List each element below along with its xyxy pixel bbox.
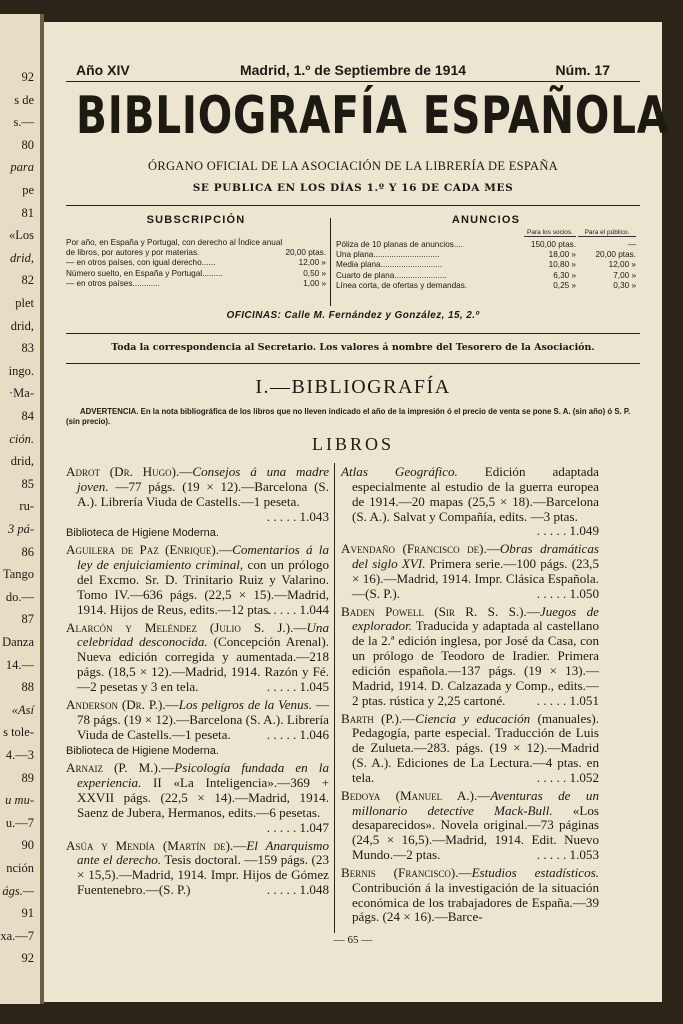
entry-details: —77 págs. (19 × 12).—Barcelona (S. A.). Librería Viuda de Castells.—1 peseta. <box>77 478 329 509</box>
facing-page-fragment: 90 <box>21 838 34 853</box>
entry-work-title: El Anarquismo ante el derecho. <box>77 837 329 868</box>
facing-page-fragment: s tole- <box>3 725 34 740</box>
facing-page-fragment: xa.—7 <box>0 928 34 943</box>
ads-label: Póliza de 10 planas de anuncios.... <box>336 240 463 249</box>
subscription-label: Número suelto, en España y Portugal......... <box>66 268 223 278</box>
rule-top <box>66 205 640 206</box>
facing-page-fragment: pe <box>22 183 34 197</box>
bibliography-entry <box>66 621 329 695</box>
entry-author: Baden Powell (Sir R. S. S.).— <box>341 603 540 619</box>
facing-page-fragment: u.—7 <box>5 815 34 830</box>
entry-details: Primera serie.—100 págs. (23,5 × 16).—Madrid, 1914. Impr. Clásica Española.—(S. P.). <box>352 556 599 601</box>
facing-page-fragment: 89 <box>21 770 34 785</box>
entry-author: Asúa y Mendía (Martín de).— <box>66 837 247 853</box>
ads-row <box>336 240 636 250</box>
left-column <box>66 465 329 901</box>
facing-page-fragment: ágs.— <box>2 883 34 898</box>
publication-note: SE PUBLICA EN LOS DÍAS 1.º Y 16 DE CADA MES <box>192 182 514 194</box>
entry-number: . . . . . 1.049 <box>536 523 599 539</box>
ads-public-price: 0,30 » <box>613 280 636 290</box>
entry-number: . . . . . 1.045 <box>266 678 329 694</box>
entry-details: con un prólogo del Excmo. Sr. D. Trinitario Ruiz y Valarino. Tomo IV.—636 págs. (22,5 × 15).—Madrid, 1914. Hijos de Reus, edits.—12 ptas. <box>77 557 329 617</box>
entry-work-title: Atlas Geográfico. <box>341 464 458 479</box>
entry-work-title: Aventuras de un millonario detective Mack-Bull. <box>352 787 600 818</box>
subscription-row <box>66 279 326 289</box>
facing-page-fragment: 82 <box>21 273 34 288</box>
ads-block <box>336 214 636 291</box>
ads-row <box>336 271 636 281</box>
ads-public-price: — <box>627 240 636 249</box>
journal-page <box>44 22 669 1002</box>
ads-label: Una plana............................. <box>336 250 440 260</box>
ads-members-header: Para los socios. <box>524 229 576 237</box>
bibliography-entry <box>341 465 599 539</box>
entry-author: Bernis (Francisco).— <box>341 864 472 880</box>
issue-year: Año XIV <box>76 62 130 78</box>
facing-page-fragment: Danza <box>2 635 34 649</box>
entry-author: Alarcón y Meléndez (Julio S. J.).— <box>66 619 307 635</box>
entry-details: (manuales). Pedagogía, parte especial. Traducción de Luis de Zulueta.—283. págs. (19 × 12).—Madrid (S. A.). Ediciones de La Lectura.—4 ptas. en tela. <box>352 710 599 785</box>
ads-label: Línea corta, de ofertas y demandas. <box>336 280 468 290</box>
entry-work-title: Psicología fundada en la experiencia. <box>77 760 329 791</box>
facing-page-fragment: 85 <box>21 476 34 491</box>
entry-details: II «La Inteligencia».—369 + XXVII págs. (22,5 × 14).—Madrid, 1914. Saenz de Jubera, Hermanos, edits.—6 pesetas. <box>77 775 329 820</box>
bibliography-entry <box>66 761 329 835</box>
facing-page-fragment: 92 <box>21 951 34 966</box>
entry-work-title: Ciencia y educación <box>415 710 531 726</box>
subscription-block <box>66 214 326 289</box>
entry-author: Bedoya (Manuel A.).— <box>341 787 491 803</box>
facing-page-fragment: «Los <box>9 228 34 243</box>
entry-number: . . . . . 1.048 <box>266 882 329 898</box>
issue-date: Madrid, 1.º de Septiembre de 1914 <box>239 62 467 78</box>
subscription-row <box>66 248 326 258</box>
ads-label: Media plana........................... <box>336 260 443 270</box>
header-rule <box>66 81 640 82</box>
facing-page-fragment: 83 <box>21 341 34 356</box>
section-title: I.—BIBLIOGRAFÍA <box>255 376 451 398</box>
entry-details: «Los desaparecidos». Novela original.—73 páginas (24,5 × 16,5).—Madrid, 1914. Edit. Nuevo Mundo.—2 ptas. <box>352 802 599 863</box>
ads-members-price: 6,30 » <box>553 270 576 280</box>
facing-page-fragment: u mu- <box>5 793 34 808</box>
ads-heading: ANUNCIOS <box>451 214 521 226</box>
libros-heading: LIBROS <box>311 434 394 454</box>
entry-series-note: Biblioteca de Higiene Moderna. <box>66 527 219 540</box>
bibliography-entry <box>66 465 329 524</box>
subscription-price: 12,00 » <box>298 258 326 268</box>
entry-work-title: Comentarios á la ley de enjuiciamiento criminal, <box>77 542 329 573</box>
entry-details: Edición adaptada especialmente al estudio de la guerra europea de 1914.—20 mapas (25,5 × 18).—Barcelona (S. A.). Salvat y Compañía, edits. —3 ptas. <box>352 464 599 524</box>
bibliography-entry <box>66 543 329 617</box>
entry-number: . . . . . 1.051 <box>536 692 599 708</box>
entry-work-title: Una celebridad desconocida. <box>77 619 329 650</box>
ads-label: Cuarto de plana....................... <box>336 270 447 280</box>
subscription-label: — en otros países............ <box>66 278 160 288</box>
bibliography-entry <box>341 542 599 601</box>
entry-work-title: Consejos á una madre joven. <box>77 464 329 494</box>
facing-page-fragment: plet <box>15 296 34 310</box>
facing-page-fragment: ·Ma- <box>9 386 34 401</box>
facing-page-fragment: s.— <box>13 115 34 130</box>
bibliography-entry <box>341 605 599 709</box>
bibliography-entry <box>66 698 329 743</box>
rule-mid <box>66 333 640 334</box>
ads-members-price: 18,00 » <box>548 250 576 260</box>
facing-page-fragment: 3 pá- <box>7 522 34 536</box>
facing-page-fragment: ción. <box>9 431 34 446</box>
ads-public-header: Para el público. <box>578 229 636 237</box>
entry-author: Avendaño (Francisco de).— <box>341 541 500 557</box>
facing-page-fragment: para <box>10 160 34 175</box>
page-number: — 65 — <box>333 934 373 946</box>
entry-author: Anderson (Dr. P.).— <box>66 696 179 712</box>
journal-title: BIBLIOGRAFÍA ESPAÑOLA <box>76 86 669 146</box>
entry-number: . . . . . 1.043 <box>266 508 329 524</box>
bibliography-entry <box>341 712 599 786</box>
entry-number: . . . . . 1.050 <box>536 585 599 601</box>
entry-author: Arnaiz (P. M.).— <box>66 760 175 776</box>
facing-page-fragment: Tango <box>2 567 34 582</box>
ads-members-price: 150,00 ptas. <box>530 240 576 249</box>
entry-number: . . . . . 1.053 <box>536 847 599 863</box>
ads-members-price: 0,25 » <box>553 280 576 290</box>
journal-subtitle: ÓRGANO OFICIAL DE LA ASOCIACIÓN DE LA LIBRERÍA DE ESPAÑA <box>148 159 558 173</box>
subscription-price: 20,00 ptas. <box>285 248 326 258</box>
issue-number: Núm. 17 <box>555 62 610 78</box>
ads-row <box>336 250 636 260</box>
facing-page-fragment: drid, <box>10 318 34 333</box>
entry-work-title: Juegos de explorador. <box>352 603 599 634</box>
facing-page-fragment: ru- <box>19 499 34 514</box>
entry-work-title: Obras dramáticas del siglo XVI. <box>352 541 600 572</box>
facing-page-fragment: do.— <box>5 589 34 604</box>
ads-row <box>336 281 636 291</box>
facing-page-fragment: 14.— <box>5 657 34 672</box>
facing-page-fragment: 86 <box>21 544 34 559</box>
advertencia-note: ADVERTENCIA. En la nota bibliográfica de los libros que no lleven indicado el año de la impresión ó el precio de venta se pone S. A. (sin año) ó S. P. (sin precio). <box>66 407 631 426</box>
entry-details: (Concepción Arenal). Nueva edición corregida y aumentada.—218 págs. (18,5 × 12).—Madrid, 1914. Razón y Fé.—2 pesetas y 3 en tela. <box>77 634 329 694</box>
correspondence-note: Toda la correspondencia al Secretario. Los valores á nombre del Tesorero de la Asociación. <box>111 342 595 353</box>
entry-series-note: Biblioteca de Higiene Moderna. <box>66 745 219 758</box>
entry-details: —78 págs. (19 × 12).—Barcelona (S. A.). Librería Viuda de Castells.—1 peseta. <box>77 696 329 742</box>
facing-page-fragment: 81 <box>21 205 34 220</box>
entry-details: Contribución á la investigación de la situación económica de los trabajadores de España.—39 págs. (24 × 16).—Barce- <box>352 879 599 925</box>
entry-number: . . . . . 1.046 <box>266 726 329 742</box>
facing-page-fragment: drid, <box>10 454 34 469</box>
facing-page-fragment: 87 <box>21 612 34 627</box>
entry-author: Aguilera de Paz (Enrique).— <box>66 542 233 558</box>
subscription-label: de libros, por autores y por materias. <box>66 248 200 258</box>
facing-page-fragment: drid, <box>10 250 34 265</box>
entry-work-title: Estudios estadísticos. <box>471 864 599 880</box>
rule-bottom <box>66 363 640 364</box>
ads-row <box>336 260 636 270</box>
facing-page-fragment: 80 <box>21 137 34 152</box>
subscription-price: 0,50 » <box>303 268 326 278</box>
facing-page-fragment: ingo. <box>8 363 34 378</box>
subscription-row <box>66 258 326 268</box>
facing-page-fragment: 92 <box>21 70 34 84</box>
bibliography-entry <box>341 789 599 863</box>
subscription-heading: SUBSCRIPCIÓN <box>146 214 246 226</box>
facing-page-fragment: 4.—3 <box>5 748 34 762</box>
bibliography-entry <box>341 866 599 925</box>
entry-work-title: Los peligros de la Venus. <box>178 696 312 712</box>
facing-page-fragment: «Así <box>11 702 34 717</box>
entry-number: . . . . . 1.052 <box>536 769 599 785</box>
facing-page-fragment: 88 <box>21 680 34 695</box>
subscription-price: 1,00 » <box>303 278 326 288</box>
facing-page-fragment: s de <box>14 92 34 107</box>
subscription-label: Por año, en España y Portugal, con derecho al Índice anual <box>66 238 283 247</box>
entry-number: . . . . . 1.044 <box>266 601 329 617</box>
ads-public-price: 7,00 » <box>613 270 636 280</box>
subscription-row <box>66 238 326 248</box>
subscription-row <box>66 269 326 279</box>
column-divider <box>334 463 335 933</box>
entry-author: Adrot (Dr. Hugo).— <box>66 464 193 479</box>
bibliography-entry <box>66 839 329 898</box>
offices-address: OFICINAS: Calle M. Fernández y González, 15, 2.º <box>226 310 480 321</box>
facing-page-fragment: nción <box>6 861 34 875</box>
entry-author: Barth (P.).— <box>341 710 416 726</box>
facing-page-fragment: 91 <box>21 906 34 921</box>
ads-public-price: 20,00 ptas. <box>595 250 636 260</box>
entry-number: . . . . . 1.047 <box>266 819 329 835</box>
block-divider <box>330 218 331 306</box>
ads-public-price: 12,00 » <box>608 260 636 270</box>
subscription-label: — en otros países, con igual derecho...... <box>66 258 216 268</box>
facing-page-fragment: 84 <box>21 409 34 423</box>
ads-members-price: 10,80 » <box>548 260 576 270</box>
right-column <box>341 465 599 928</box>
entry-details: Tesis doctoral. —159 págs. (23 × 15,5).—Madrid, 1914. Impr. Hijos de Gómez Fuentenebro.—(S. P.) <box>77 852 329 898</box>
facing-page-edge <box>0 14 42 1004</box>
entry-details: Traducida y adaptada al castellano de la 2.ª edición inglesa, por José da Casa, con un prólogo de Teodoro de Iradier. Primera edición española.—137 págs. (19 × 13).—Madrid, 1914. D. Calzazada y Comp., edits.—2 ptas. rústica y 2,25 cartoné. <box>352 618 599 708</box>
